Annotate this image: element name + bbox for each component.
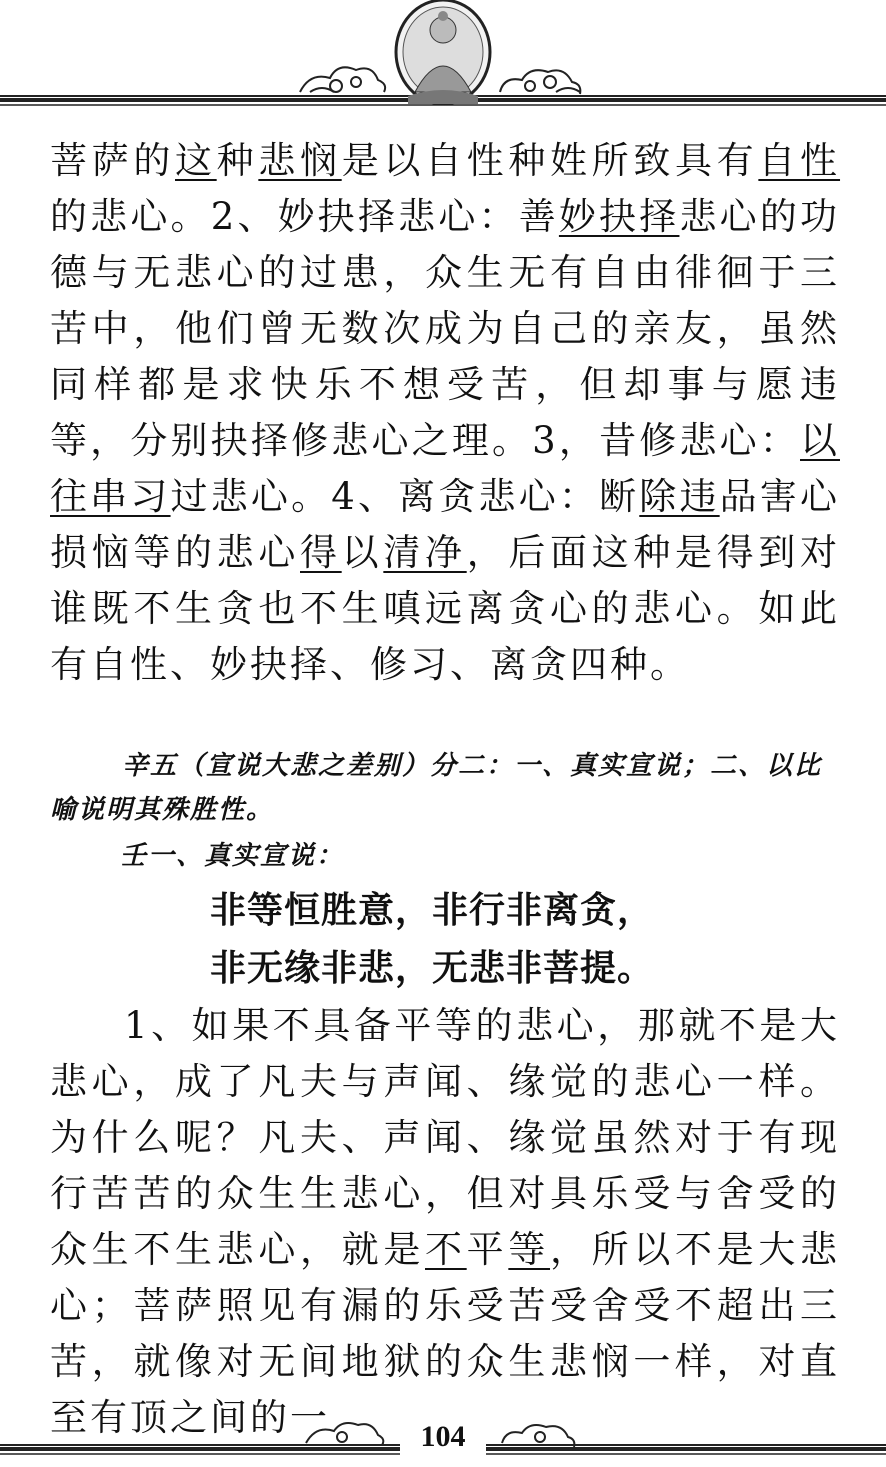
underlined-text: 这 xyxy=(175,139,217,182)
underlined-text: 等 xyxy=(508,1228,551,1271)
underlined-text: 妙抉择 xyxy=(558,195,680,238)
text-run: 菩萨的 xyxy=(50,139,175,182)
text-run: 悲心的功德与无悲心的过患，众生无有自由徘徊于三苦中，他们曾无数次成为自己的亲友，虽然同样都是求快乐不想受苦，但却事与愿违等，分别抉择修悲心之理。3，昔修悲心： xyxy=(50,195,840,462)
text-run: 平 xyxy=(466,1228,509,1271)
text-run: 以 xyxy=(341,531,384,574)
verse-line-1: 非等恒胜意，非行非离贪， xyxy=(210,890,655,931)
header-ornament xyxy=(0,0,886,112)
body-paragraph-1 xyxy=(50,133,840,693)
verse-line-2: 非无缘非悲，无悲非菩提。 xyxy=(210,948,655,989)
page-number: 104 xyxy=(420,1420,466,1453)
underlined-text: 清净 xyxy=(383,531,467,574)
text-run: 是以自性种姓所致具有 xyxy=(341,139,759,182)
text-run: 种 xyxy=(216,139,259,182)
underlined-text: 自性 xyxy=(758,139,841,182)
underlined-text: 除违 xyxy=(639,475,720,518)
underlined-text: 不 xyxy=(425,1228,467,1271)
subsection-heading: 壬一、真实宣说： xyxy=(120,841,345,871)
underlined-text: 得 xyxy=(300,531,342,574)
cloud-right-icon xyxy=(500,70,580,94)
text-run: ，后面这种是得到对谁既不生贪也不生嗔远离贪心的悲心。如此有自性、妙抉择、修习、离贪四种。 xyxy=(50,531,841,686)
text-run: 品害心损恼等的悲心 xyxy=(50,475,841,574)
underlined-text: 悲悯 xyxy=(258,139,342,182)
text-run: 过悲心。4、离贪悲心：断 xyxy=(170,475,640,518)
underlined-text: 以往串习 xyxy=(50,419,840,518)
cloud-left-icon xyxy=(300,67,385,92)
text-run: ，所以不是大悲心；菩萨照见有漏的乐受苦受舍受不超出三苦，就像对无间地狱的众生悲悯一样，对直至有顶之间的一 xyxy=(50,1228,841,1439)
text-run: 1、如果不具备平等的悲心，那就不是大悲心，成了凡夫与声闻、缘觉的悲心一样。为什么呢？凡夫、声闻、缘觉虽然对于有现行苦苦的众生生悲心，但对具乐受与舍受的众生不生悲心，就是 xyxy=(50,1004,840,1271)
section-heading: 辛五（宣说大悲之差别）分二：一、真实宣说；二、以比喻说明其殊胜性。 xyxy=(50,751,823,825)
buddha-medallion-icon xyxy=(396,0,490,104)
text-run: 的悲心。2、妙抉择悲心：善 xyxy=(50,195,559,238)
body-paragraph-2 xyxy=(50,998,840,1446)
